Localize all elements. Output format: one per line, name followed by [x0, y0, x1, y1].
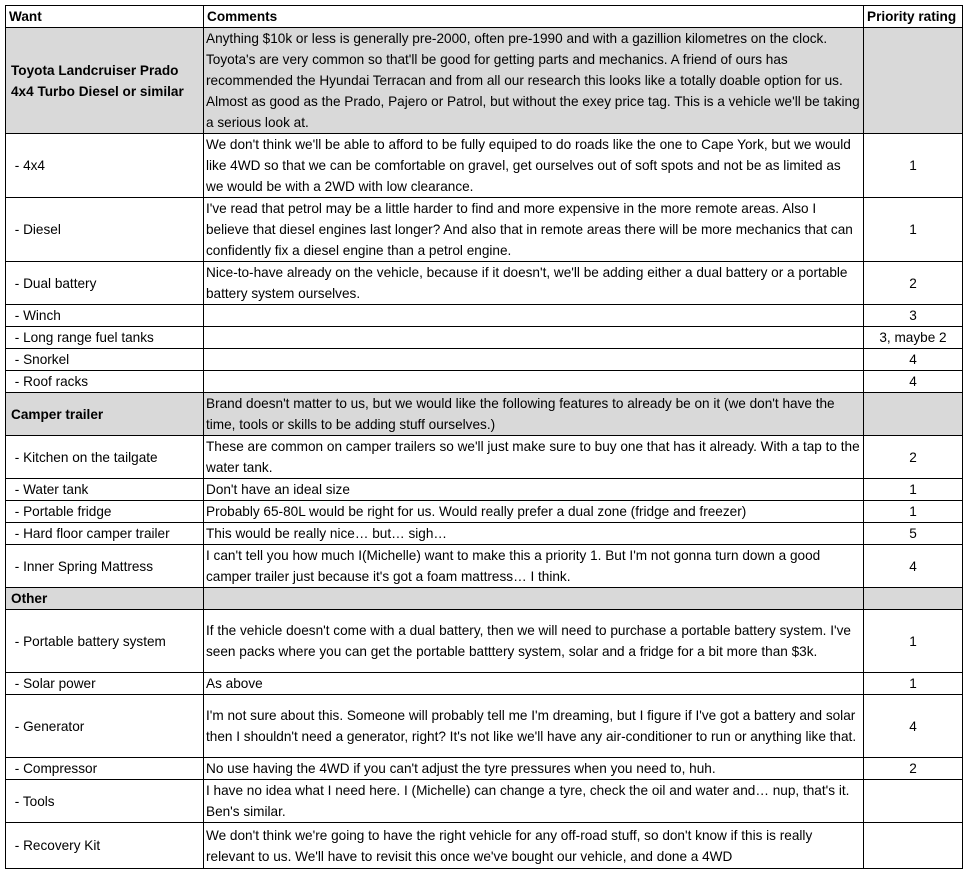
- comment-cell: I have no idea what I need here. I (Michelle) can change a tyre, check the oil and water and… nup, that's it. Ben's similar.: [204, 780, 864, 823]
- header-comments: Comments: [204, 6, 864, 28]
- want-cell: - Compressor: [6, 758, 204, 780]
- table-row: [6, 501, 963, 523]
- want-cell: - Snorkel: [6, 349, 204, 371]
- table-row: [6, 758, 963, 780]
- table-row: [6, 134, 963, 198]
- table-row: [6, 780, 963, 823]
- want-cell: - Inner Spring Mattress: [6, 545, 204, 588]
- table-row: [6, 823, 963, 869]
- comment-cell: I can't tell you how much I(Michelle) want to make this a priority 1. But I'm not gonna turn down a good camper trailer just because it's got a foam mattress… I think.: [204, 545, 864, 588]
- comment-cell: We don't think we'll be able to afford to be fully equiped to do roads like the one to Cape York, but we would like 4WD so that we can be comfortable on gravel, get ourselves out of soft spots and not be as limited as we would be with a 2WD with low clearance.: [204, 134, 864, 198]
- priority-cell: 2: [864, 262, 963, 305]
- priority-cell: 4: [864, 695, 963, 758]
- priority-cell: 5: [864, 523, 963, 545]
- priority-cell: [864, 393, 963, 436]
- want-cell: - 4x4: [6, 134, 204, 198]
- table-row: [6, 371, 963, 393]
- table-row: [6, 349, 963, 371]
- table-row: [6, 436, 963, 479]
- comment-cell: Don't have an ideal size: [204, 479, 864, 501]
- priority-cell: 2: [864, 758, 963, 780]
- priority-cell: 2: [864, 436, 963, 479]
- table-row: [6, 523, 963, 545]
- want-cell: - Diesel: [6, 198, 204, 262]
- want-cell: - Winch: [6, 305, 204, 327]
- section-row: [6, 393, 963, 436]
- priority-cell: 3: [864, 305, 963, 327]
- comment-cell: I'm not sure about this. Someone will probably tell me I'm dreaming, but I figure if I've got a battery and solar then I shouldn't need a generator, right? It's not like we'll have any air-conditioner to run or anything like that.: [204, 695, 864, 758]
- table-body: [6, 28, 963, 869]
- table-row: [6, 610, 963, 673]
- header-want: Want: [6, 6, 204, 28]
- table-row: [6, 305, 963, 327]
- want-cell: - Dual battery: [6, 262, 204, 305]
- priority-cell: 3, maybe 2: [864, 327, 963, 349]
- comment-cell: No use having the 4WD if you can't adjust the tyre pressures when you need to, huh.: [204, 758, 864, 780]
- table-row: [6, 479, 963, 501]
- table-row: [6, 198, 963, 262]
- comment-cell: This would be really nice… but… sigh…: [204, 523, 864, 545]
- want-cell: - Water tank: [6, 479, 204, 501]
- comment-cell: [204, 371, 864, 393]
- priority-cell: [864, 588, 963, 610]
- comment-cell: [204, 588, 864, 610]
- want-cell: Toyota Landcruiser Prado 4x4 Turbo Diesel or similar: [6, 28, 204, 134]
- priority-cell: [864, 823, 963, 869]
- want-cell: - Portable fridge: [6, 501, 204, 523]
- comment-cell: I've read that petrol may be a little harder to find and more expensive in the more remote areas. Also I believe that diesel engines last longer? And also that in remote areas there will be more mechanics that can confidently fix a diesel engine than a petrol engine.: [204, 198, 864, 262]
- header-row: [6, 6, 963, 28]
- table-row: [6, 327, 963, 349]
- comment-cell: [204, 327, 864, 349]
- want-cell: - Generator: [6, 695, 204, 758]
- comment-cell: Nice-to-have already on the vehicle, because if it doesn't, we'll be adding either a dual battery or a portable battery system ourselves.: [204, 262, 864, 305]
- table-row: [6, 695, 963, 758]
- comment-cell: Brand doesn't matter to us, but we would like the following features to already be on it (we don't have the time, tools or skills to be adding stuff ourselves.): [204, 393, 864, 436]
- priority-cell: 1: [864, 198, 963, 262]
- want-cell: Other: [6, 588, 204, 610]
- table-row: [6, 262, 963, 305]
- header-priority: Priority rating: [864, 6, 963, 28]
- priority-cell: 4: [864, 545, 963, 588]
- priority-cell: [864, 28, 963, 134]
- priority-cell: 4: [864, 349, 963, 371]
- section-row: [6, 588, 963, 610]
- want-cell: - Hard floor camper trailer: [6, 523, 204, 545]
- wants-table: [5, 5, 963, 869]
- priority-cell: [864, 780, 963, 823]
- table-row: [6, 545, 963, 588]
- section-row: [6, 28, 963, 134]
- comment-cell: If the vehicle doesn't come with a dual battery, then we will need to purchase a portable battery system. I've seen packs where you can get the portable batttery system, solar and a fridge for a bit more than $3k.: [204, 610, 864, 673]
- priority-cell: 1: [864, 134, 963, 198]
- comment-cell: These are common on camper trailers so we'll just make sure to buy one that has it already. With a tap to the water tank.: [204, 436, 864, 479]
- priority-cell: 4: [864, 371, 963, 393]
- want-cell: - Long range fuel tanks: [6, 327, 204, 349]
- comment-cell: As above: [204, 673, 864, 695]
- comment-cell: Anything $10k or less is generally pre-2000, often pre-1990 and with a gazillion kilometres on the clock. Toyota's are very common so that'll be good for getting parts and mechanics. A friend of ours has recommended the Hyundai Terracan and from all our research this looks like a totally doable option for us. Almost as good as the Prado, Pajero or Patrol, but without the exey price tag. This is a vehicle we'll be taking a serious look at.: [204, 28, 864, 134]
- want-cell: - Tools: [6, 780, 204, 823]
- priority-cell: 1: [864, 501, 963, 523]
- want-cell: - Solar power: [6, 673, 204, 695]
- comment-cell: [204, 349, 864, 371]
- want-cell: - Portable battery system: [6, 610, 204, 673]
- comment-cell: We don't think we're going to have the right vehicle for any off-road stuff, so don't know if this is really relevant to us. We'll have to revisit this once we've bought our vehicle, and done a 4WD: [204, 823, 864, 869]
- want-cell: - Kitchen on the tailgate: [6, 436, 204, 479]
- priority-cell: 1: [864, 610, 963, 673]
- want-cell: - Recovery Kit: [6, 823, 204, 869]
- want-cell: - Roof racks: [6, 371, 204, 393]
- comment-cell: Probably 65-80L would be right for us. Would really prefer a dual zone (fridge and freezer): [204, 501, 864, 523]
- priority-cell: 1: [864, 479, 963, 501]
- table-row: [6, 673, 963, 695]
- want-cell: Camper trailer: [6, 393, 204, 436]
- comment-cell: [204, 305, 864, 327]
- priority-cell: 1: [864, 673, 963, 695]
